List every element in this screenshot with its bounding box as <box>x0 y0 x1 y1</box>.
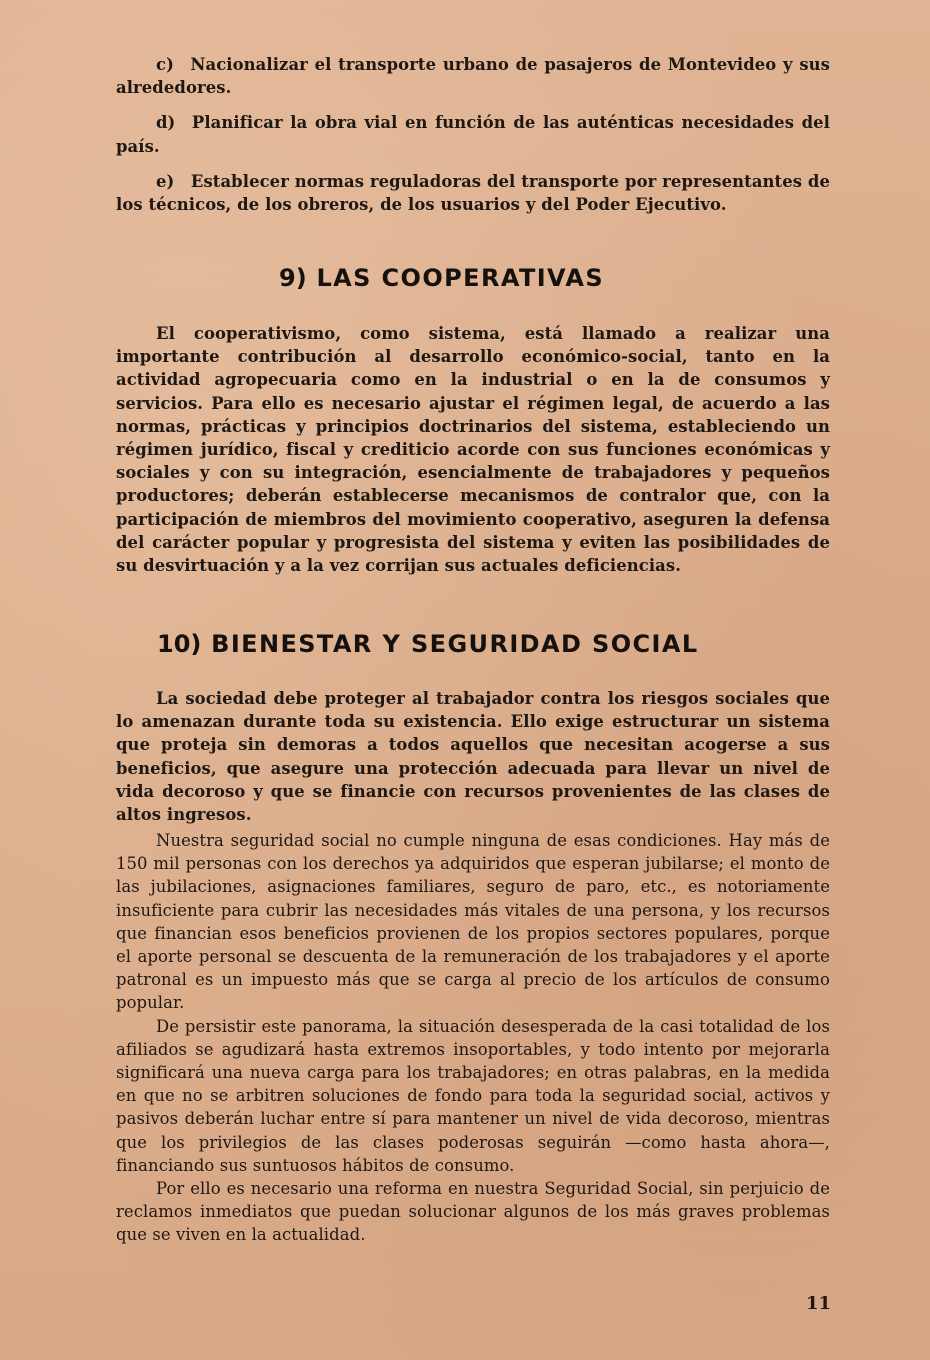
section-10-title: BIENESTAR Y SEGURIDAD SOCIAL <box>211 630 699 658</box>
section-10-number: 10) <box>157 630 202 658</box>
section-9-body <box>116 322 830 577</box>
section-9-paragraph: El cooperativismo, como sistema, está llamado a realizar una importante contribución al desarrollo económico-social, tanto en la actividad agropecuaria como en la industrial o en la de consumos y servicios. Para ello es necesario ajustar el régimen legal, de acuerdo a las normas, prácticas y principios doctrinarios del sistema, estableciendo un régimen jurídico, fiscal y crediticio acorde con sus funciones económicas y sociales y con su integración, esencialmente de trabajadores y pequeños productores; deberán establecerse mecanismos de contralor que, con la participación de miembros del movimiento cooperativo, aseguren la defensa del carácter popular y progresista del sistema y eviten las posibilidades de su desvirtuación y a la vez corrijan sus actuales deficiencias. <box>116 324 830 576</box>
transport-list <box>116 53 830 216</box>
section-9-title: LAS COOPERATIVAS <box>316 264 605 292</box>
page-number: 11 <box>806 1293 832 1314</box>
section-10-heading <box>157 630 699 658</box>
list-item-c: c) Nacionalizar el transporte urbano de pasajeros de Montevideo y sus alrededores. <box>116 55 830 98</box>
section-9-number: 9) <box>279 264 307 292</box>
list-item-e: e) Establecer normas reguladoras del transporte por representantes de los técnicos, de los obreros, de los usuarios y del Poder Ejecutivo. <box>116 171 830 215</box>
section-10-paragraph-1: La sociedad debe proteger al trabajador contra los riesgos sociales que lo amenazan durante toda su existencia. Ello exige estructurar un sistema que proteja sin demoras a todos aquellos que necesitan acogerse a sus beneficios, que asegure una protección adecuada para llevar un nivel de vida decoroso y que se financie con recursos provenientes de las clases de altos ingresos. <box>116 689 830 825</box>
section-10-paragraph-4: Por ello es necesario una reforma en nuestra Seguridad Social, sin perjuicio de reclamos inmediatos que puedan solucionar algunos de los más graves problemas que se viven en la actualidad. <box>116 1179 830 1245</box>
section-10-body-continued <box>116 829 830 1247</box>
section-10-paragraph-3: De persistir este panorama, la situación desesperada de la casi totalidad de los afiliados se agudizará hasta extremos insoportables, y todo intento por mejorarla significará una nueva carga para los trabajadores; en otras palabras, en la medida en que no se arbitren soluciones de fondo para toda la seguridad social, activos y pasivos deberán luchar entre sí para mantener un nivel de vida decoroso, mientras que los privilegios de las clases poderosas seguirán —como hasta ahora—, financiando sus suntuosos hábitos de consumo. <box>116 1016 830 1175</box>
list-item-d: d) Planificar la obra vial en función de las auténticas necesidades del país. <box>116 113 830 156</box>
section-10-body <box>116 687 830 826</box>
section-10-paragraph-2: Nuestra seguridad social no cumple ninguna de esas condiciones. Hay más de 150 mil personas con los derechos ya adquiridos que esperan jubilarse; el monto de las jubilaciones, asignaciones familiares, seguro de paro, etc., es notoriamente insuficiente para cubrir las necesidades más vitales de una persona, y los recursos que financian esos beneficios provienen de los propios sectores populares, porque el aporte personal se descuenta de la remuneración de los trabajadores y el aporte patronal es un impuesto más que se carga al precio de los artículos de consumo popular. <box>116 831 830 1013</box>
section-9-heading <box>279 264 604 292</box>
